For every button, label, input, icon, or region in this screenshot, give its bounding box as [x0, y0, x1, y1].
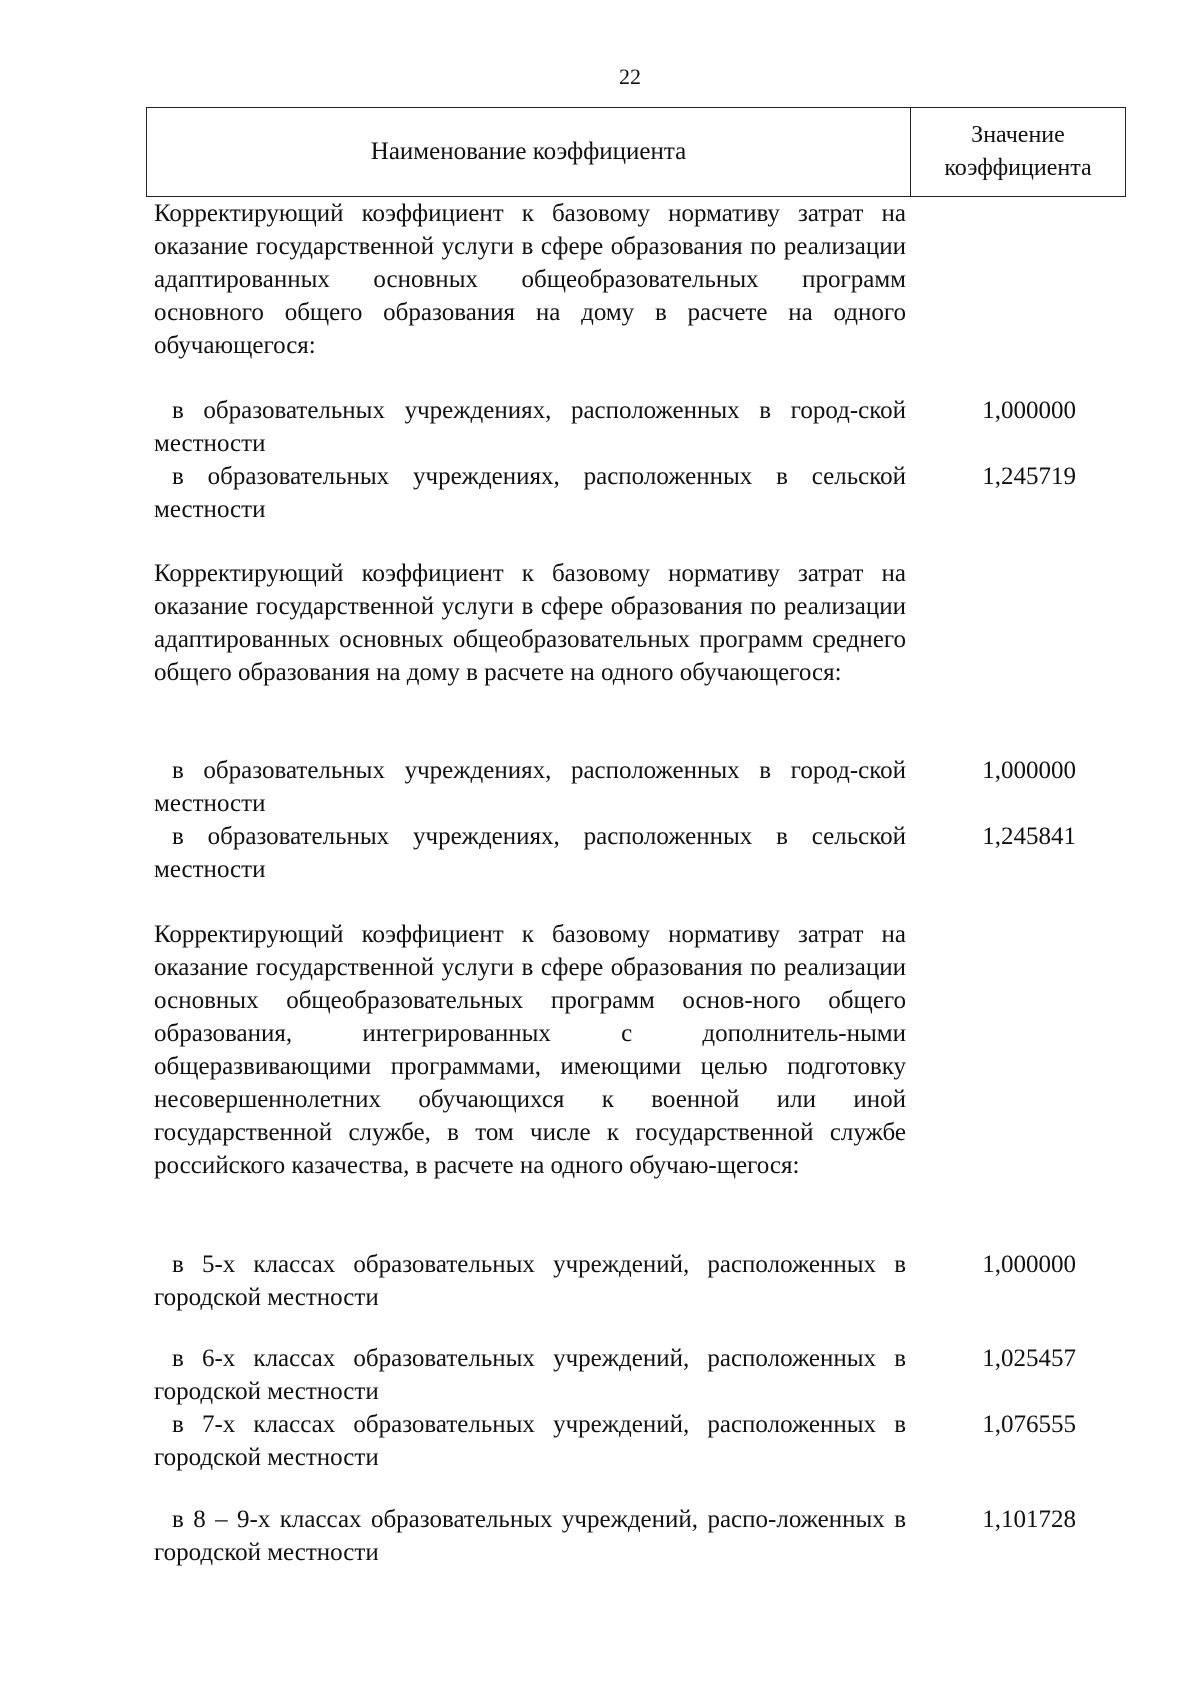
row-label: в 5-х классах образовательных учреждений, расположенных в городской местности — [154, 1251, 906, 1311]
table-row — [154, 1408, 1154, 1474]
row-label: в образовательных учреждениях, расположенных в город-ской местности — [154, 397, 906, 457]
row-label: в 8 – 9-х классах образовательных учреждений, распо-ложенных в городской местности — [154, 1506, 906, 1566]
table-row — [154, 1342, 1154, 1408]
table-row — [154, 820, 1154, 886]
table-row — [154, 1248, 1154, 1314]
row-value: 1,245841 — [982, 823, 1076, 850]
row-value: 1,000000 — [982, 397, 1076, 424]
row-value: 1,025457 — [982, 1345, 1076, 1372]
header-value-line2: коэффициента — [944, 155, 1092, 181]
section-title: Корректирующий коэффициент к базовому нормативу затрат на оказание государственной услуги в сфере образования по реализации адаптированных основных общеобразовательных программ основного общего образования на дому в расчете на одного обучающегося: — [154, 200, 906, 359]
row-label: в образовательных учреждениях, расположенных в сельской местности — [154, 463, 906, 523]
table-row — [154, 460, 1154, 526]
section-title: Корректирующий коэффициент к базовому нормативу затрат на оказание государственной услуги в сфере образования по реализации адаптированных основных общеобразовательных программ среднего общего образования на дому в расчете на одного обучающегося: — [154, 560, 906, 686]
table-row — [154, 1503, 1154, 1569]
row-value: 1,000000 — [982, 1251, 1076, 1278]
header-value-column — [911, 108, 1125, 196]
table-row — [154, 394, 1154, 460]
row-label: в образовательных учреждениях, расположенных в город-ской местности — [154, 757, 906, 817]
row-label: в 6-х классах образовательных учреждений, расположенных в городской местности — [154, 1345, 906, 1405]
header-name-column: Наименование коэффициента — [147, 108, 911, 196]
header-value-line1: Значение — [971, 122, 1065, 148]
table-row — [154, 754, 1154, 820]
row-value: 1,101728 — [982, 1506, 1076, 1533]
section-title: Корректирующий коэффициент к базовому нормативу затрат на оказание государственной услуги в сфере образования по реализации основных общеобразовательных программ основ-ного общего образования, интегрированных с дополнитель-ными общеразвивающими программами, имеющими целью подготовку несовершеннолетних обучающихся к военной или иной государственной службе, в том числе к государственной службе российского казачества, в расчете на одного обучаю-щегося: — [154, 921, 906, 1179]
row-value: 1,076555 — [982, 1411, 1076, 1438]
row-label: в 7-х классах образовательных учреждений, расположенных в городской местности — [154, 1411, 906, 1471]
row-label: в образовательных учреждениях, расположенных в сельской местности — [154, 823, 906, 883]
page-number: 22 — [619, 64, 641, 89]
row-value: 1,000000 — [982, 757, 1076, 784]
row-value: 1,245719 — [982, 463, 1076, 490]
coefficient-table-header — [146, 107, 1126, 197]
